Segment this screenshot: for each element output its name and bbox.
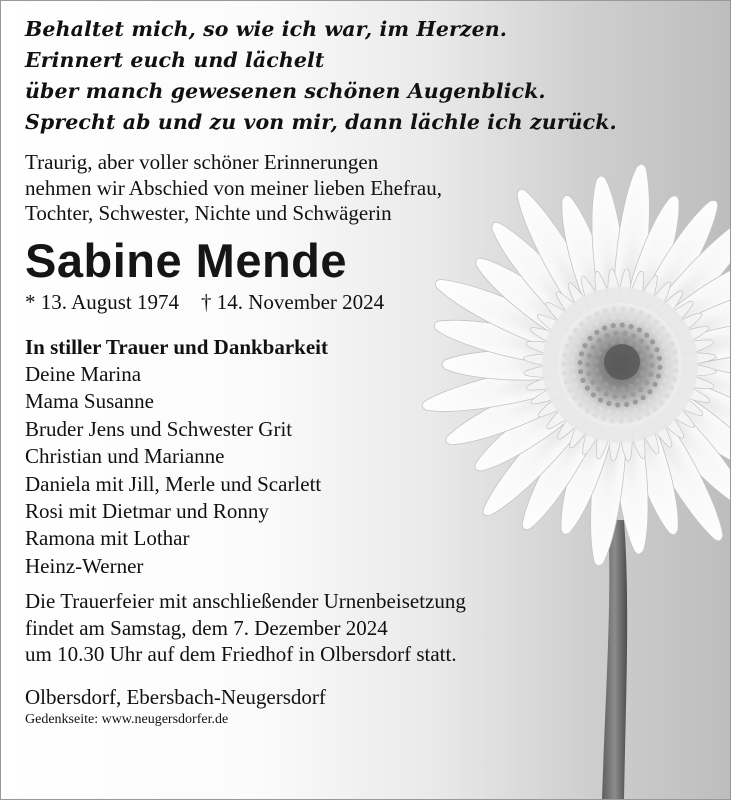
obituary (25, 14, 665, 729)
funeral-line: Die Trauerfeier mit anschließender Urnenbeisetzung (25, 589, 466, 614)
intro-line: Traurig, aber voller schöner Erinnerungen (25, 150, 379, 174)
poem-line: Sprecht ab und zu von mir, dann lächle ich zurück. (25, 110, 617, 134)
intro-text (25, 150, 665, 227)
mourner-name: Bruder Jens und Schwester Grit (25, 416, 293, 441)
death-date: † 14. November 2024 (201, 289, 385, 314)
poem (25, 14, 665, 138)
poem-line: Erinnert euch und lächelt (25, 48, 325, 72)
mourner-name: Christian und Marianne (25, 444, 225, 469)
funeral-line: um 10.30 Uhr auf dem Friedhof in Olbersdorf statt. (25, 642, 457, 667)
deceased-name: Sabine Mende (25, 233, 348, 287)
intro-line: nehmen wir Abschied von meiner lieben Ehefrau, (25, 175, 442, 200)
mourner-name: Daniela mit Jill, Merle und Scarlett (25, 471, 322, 496)
mourner-name: Rosi mit Dietmar und Ronny (25, 498, 269, 523)
life-dates (25, 289, 665, 315)
place-line: Olbersdorf, Ebersbach-Neugersdorf (25, 684, 326, 709)
mourners-heading: In stiller Trauer und Dankbarkeit (25, 334, 329, 359)
memorial-website: Gedenkseite: www.neugersdorfer.de (25, 711, 229, 727)
mourner-name: Deine Marina (25, 361, 142, 386)
intro-line: Tochter, Schwester, Nichte und Schwägerin (25, 201, 392, 225)
birth-date: * 13. August 1974 (25, 289, 180, 314)
mourner-name: Mama Susanne (25, 389, 154, 414)
funeral-line: findet am Samstag, dem 7. Dezember 2024 (25, 615, 388, 640)
mourners-list (25, 334, 665, 581)
poem-line: über manch gewesenen schönen Augenblick. (25, 79, 546, 103)
mourner-name: Heinz-Werner (25, 553, 144, 578)
poem-line: Behaltet mich, so wie ich war, im Herzen. (25, 17, 508, 41)
mourner-name: Ramona mit Lothar (25, 526, 190, 551)
funeral-details (25, 588, 665, 668)
